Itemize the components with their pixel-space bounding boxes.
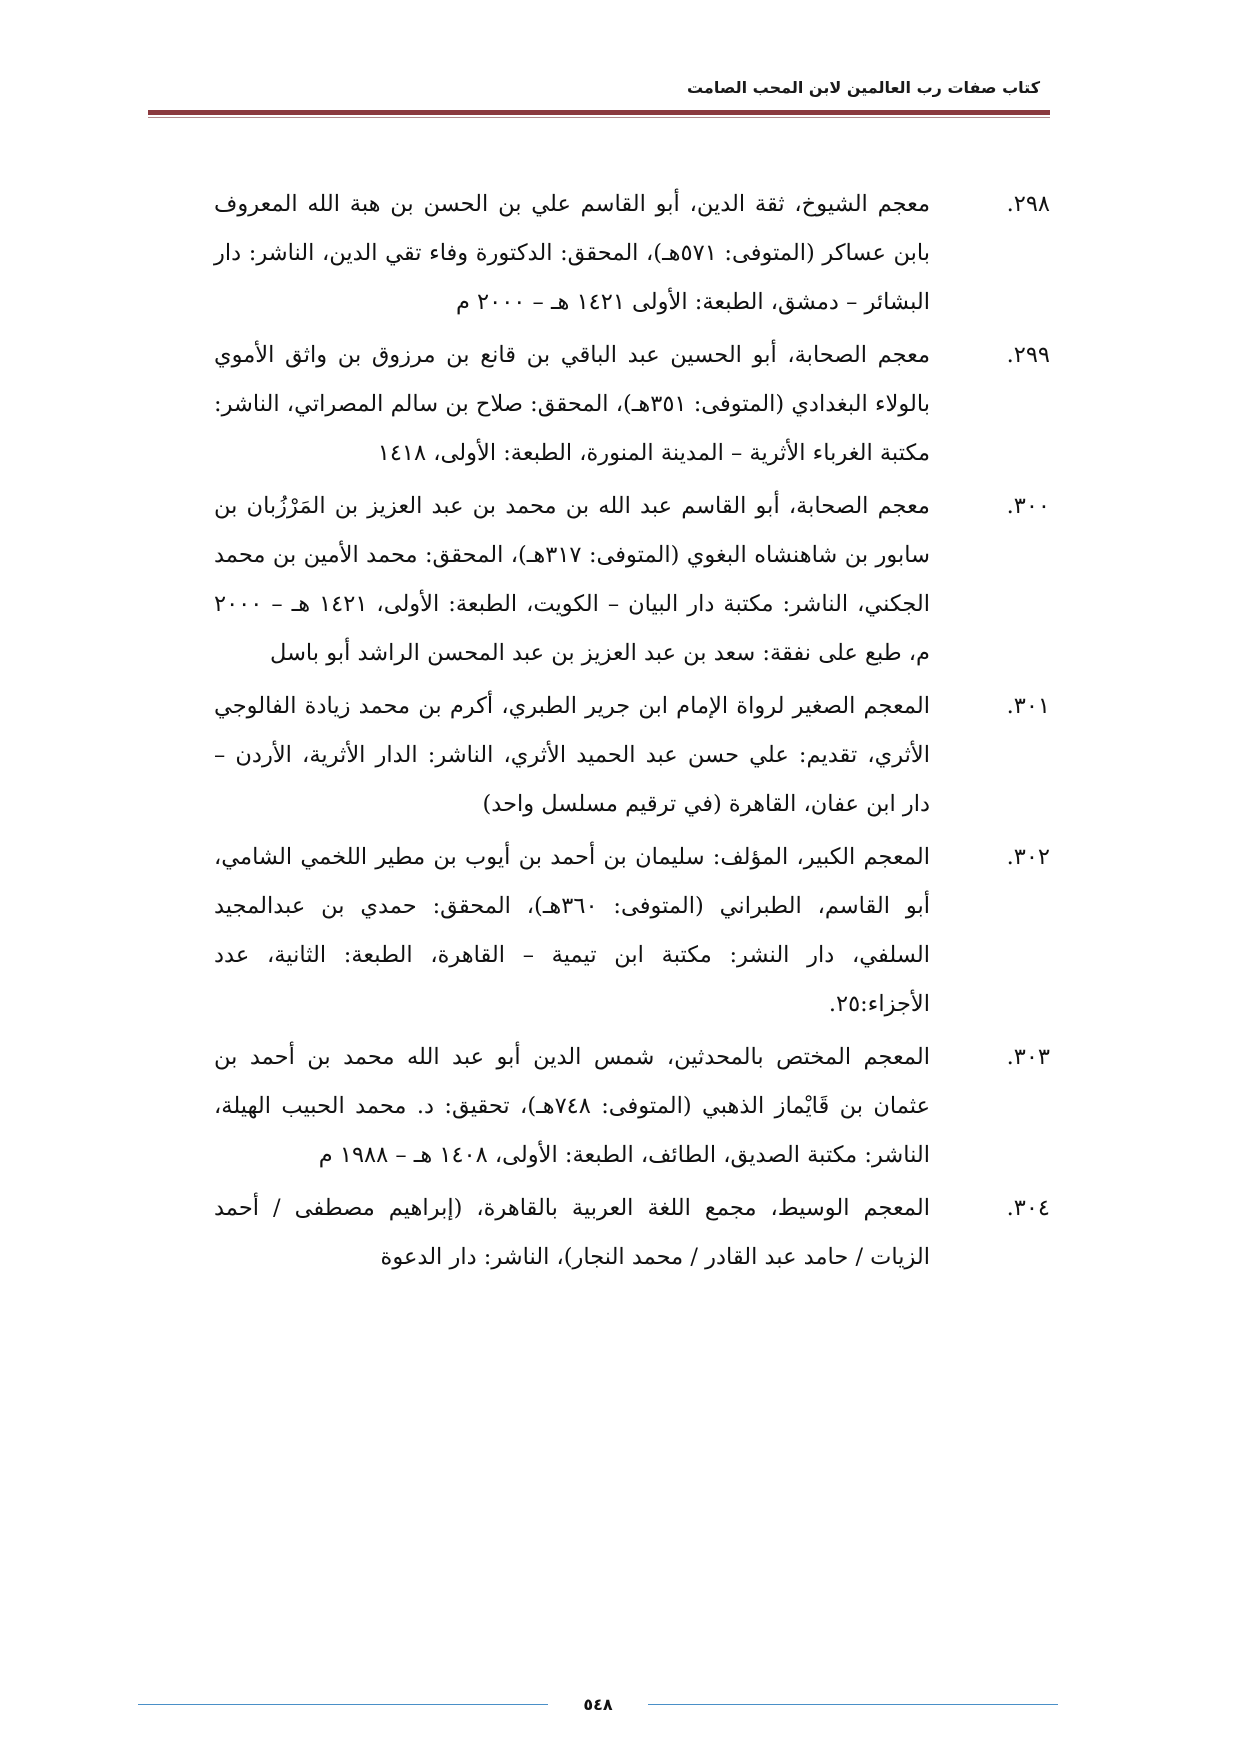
bibliography-entry	[214, 833, 1050, 1029]
entry-text: معجم الصحابة، أبو الحسين عبد الباقي بن قانع بن مرزوق بن واثق الأموي بالولاء البغدادي (المتوفى: ٣٥١هـ)، المحقق: صلاح بن سالم المصراتي، الناشر: مكتبة الغرباء الأثرية – المدينة المنورة، الطبعة: الأولى، ١٤١٨	[214, 342, 930, 466]
entry-number: ٣٠٤.	[1006, 1195, 1050, 1221]
page-number: ٥٤٨	[583, 1695, 613, 1714]
entry-text: المعجم الكبير، المؤلف: سليمان بن أحمد بن أيوب بن مطير اللخمي الشامي، أبو القاسم، الطبراني (المتوفى: ٣٦٠هـ)، المحقق: حمدي بن عبدالمجيد السلفي، دار النشر: مكتبة ابن تيمية – القاهرة، الطبعة: الثانية، عدد الأجزاء:٢٥.	[214, 844, 930, 1017]
entry-number: ٣٠٢.	[1006, 844, 1050, 870]
entry-number: ٣٠٠.	[1006, 493, 1050, 519]
entry-text: المعجم الصغير لرواة الإمام ابن جرير الطبري، أكرم بن محمد زيادة الفالوجي الأثري، تقديم: علي حسن عبد الحميد الأثري، الناشر: الدار الأثرية، الأردن – دار ابن عفان، القاهرة (في ترقيم مسلسل واحد)	[214, 693, 930, 817]
bibliography-entry	[214, 682, 1050, 829]
bibliography-entry	[214, 331, 1050, 478]
entry-text: معجم الشيوخ، ثقة الدين، أبو القاسم علي بن الحسن بن هبة الله المعروف بابن عساكر (المتوفى: ٥٧١هـ)، المحقق: الدكتورة وفاء تقي الدين، الناشر: دار البشائر – دمشق، الطبعة: الأولى ١٤٢١ هـ – ٢٠٠٠ م	[214, 191, 931, 315]
entry-text: المعجم الوسيط، مجمع اللغة العربية بالقاهرة، (إبراهيم مصطفى / أحمد الزيات / حامد عبد القادر / محمد النجار)، الناشر: دار الدعوة	[214, 1195, 930, 1270]
footer-rule-left	[138, 1704, 548, 1705]
entry-text: معجم الصحابة، أبو القاسم عبد الله بن محمد بن عبد العزيز بن المَرْزُبان بن سابور بن شاهنشاه البغوي (المتوفى: ٣١٧هـ)، المحقق: محمد الأمين بن محمد الجكني، الناشر: مكتبة دار البيان – الكويت، الطبعة: الأولى، ١٤٢١ هـ – ٢٠٠٠ م، طبع على نفقة: سعد بن عبد العزيز بن عبد المحسن الراشد أبو باسل	[214, 493, 930, 666]
entry-number: ٣٠٣.	[1006, 1044, 1050, 1070]
footer-rule-right	[648, 1704, 1058, 1705]
entry-number: ٣٠١.	[1006, 693, 1050, 719]
bibliography-list	[214, 180, 1050, 1286]
bibliography-entry	[214, 1033, 1050, 1180]
running-header-title: كتاب صفات رب العالمين لابن المحب الصامت	[686, 78, 1040, 97]
page-footer	[138, 1693, 1058, 1717]
entry-number: ٢٩٨.	[1006, 191, 1050, 217]
entry-text: المعجم المختص بالمحدثين، شمس الدين أبو عبد الله محمد بن أحمد بن عثمان بن قَايْماز الذهبي (المتوفى: ٧٤٨هـ)، تحقيق: د. محمد الحبيب الهيلة، الناشر: مكتبة الصديق، الطائف، الطبعة: الأولى، ١٤٠٨ هـ – ١٩٨٨ م	[214, 1044, 930, 1168]
bibliography-entry	[214, 1184, 1050, 1282]
header-rule	[148, 110, 1050, 115]
bibliography-entry	[214, 482, 1050, 678]
header-rule-thin	[148, 117, 1050, 118]
entry-number: ٢٩٩.	[1006, 342, 1050, 368]
bibliography-entry	[214, 180, 1050, 327]
